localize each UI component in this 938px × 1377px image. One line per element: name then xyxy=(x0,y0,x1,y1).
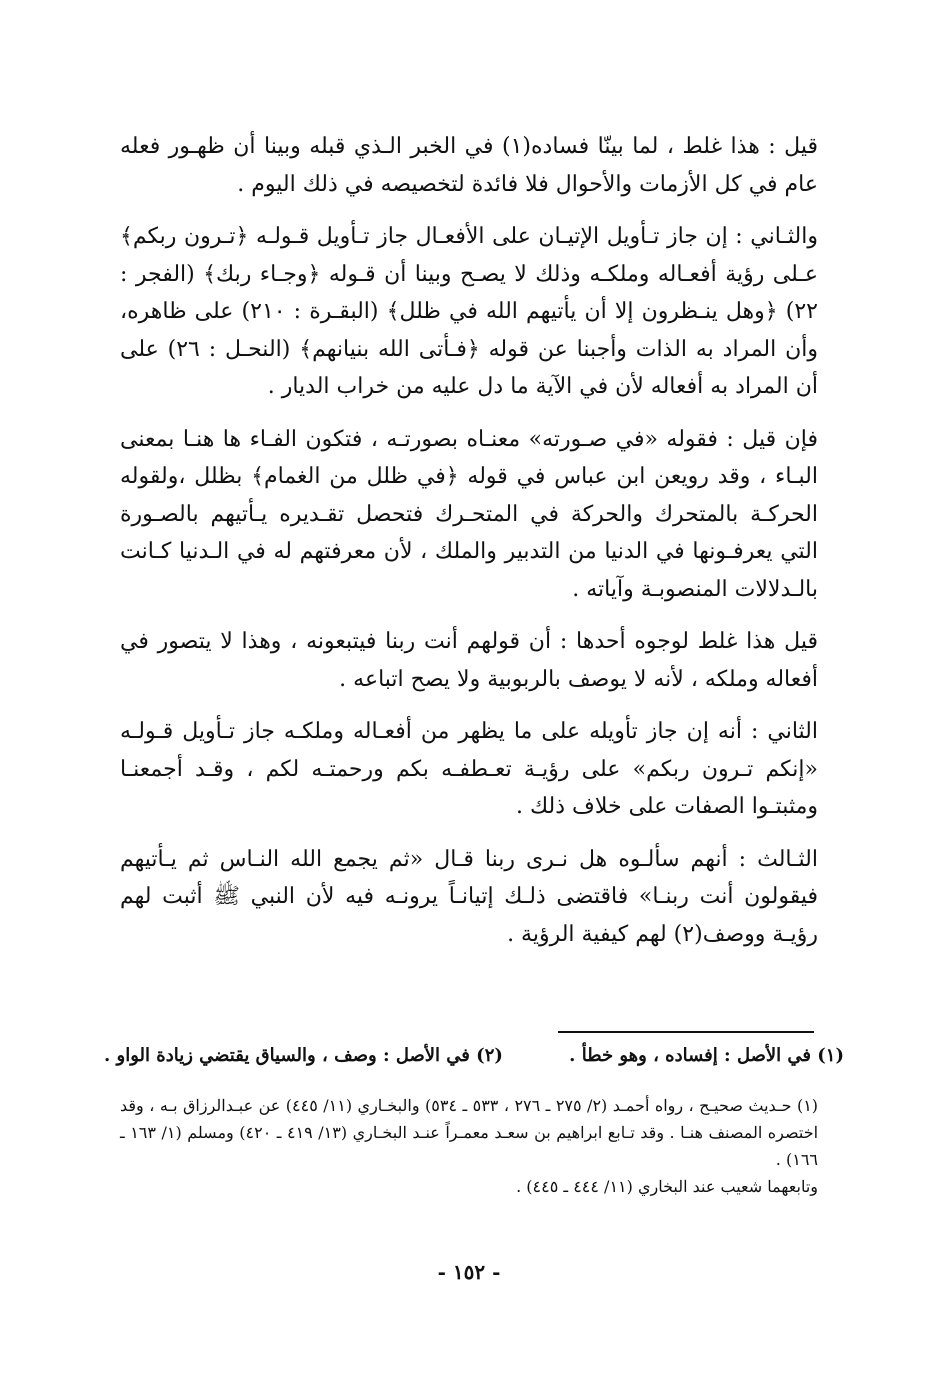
author-footnotes xyxy=(104,1043,844,1069)
author-footnote-1: (١) في الأصل : إفساده ، وهو خطأ . xyxy=(569,1045,844,1066)
author-footnote-2: (٢) في الأصل : وصف ، والسياق يقتضي زيادة الواو . xyxy=(104,1045,503,1066)
document-body xyxy=(120,128,818,968)
footnote-divider xyxy=(558,1031,814,1033)
editor-footnote-1: (١) حـديث صحيـح ، رواه أحمـد (٢/ ٢٧٥ ـ ٢٧٦ ، ٥٣٣ ـ ٥٣٤) والبخـاري (١١/ ٤٤٥) عن عبـدالرزاق بـه ، وقد اختصره المصنف هنـا . وقد تـابع ابراهيم بن سعـد معمـراً عنـد البخـاري (١٣/ ٤١٩ ـ ٤٢٠) ومسلم (١/ ١٦٣ ـ ١٦٦) . xyxy=(120,1096,819,1169)
page-number: - ١٥٢ - xyxy=(437,1260,501,1284)
paragraph-1: قيل : هذا غلط ، لما بينّا فساده(١) في الخبر الـذي قبله وبينا أن ظهـور فعله عام في كل الأزمات والأحوال فلا فائدة لتخصيصه في ذلك اليوم . xyxy=(120,134,818,197)
paragraph-2: والثـاني : إن جاز تـأويل الإتيـان على الأفعـال جاز تـأويل قـولـه ﴿تـرون ربكم﴾ عـلى رؤية أفعـاله وملكـه وذلك لا يصـح وبينا أن قـوله ﴿وجـاء ربك﴾ (الفجر : ٢٢) ﴿وهل ينـظرون إلا أن يأتيهم الله في ظلل﴾ (البقـرة : ٢١٠) على ظاهره، وأن المراد به الذات وأجبنا عن قوله ﴿فـأتى الله بنيانهم﴾ (النحـل : ٢٦) على أن المراد به أفعاله لأن في الآية ما دل عليه من خراب الديار . xyxy=(120,224,818,399)
paragraph-3: فإن قيل : فقوله «في صـورته» معنـاه بصورتـه ، فتكون الفـاء ها هنـا بمعنى البـاء ، وقد رويعن ابن عباس في قوله ﴿في ظلل من الغمام﴾ بظلل ،ولقوله الحركـة بالمتحرك والحركة في المتحـرك فتحصل تقـديره يـأتيهم بالصـورة التي يعرفـونها في الدنيا من التدبير والملك ، لأن معرفتهم له في الـدنيا كـانت بالـدلالات المنصوبـة وآياته . xyxy=(120,426,818,602)
editor-footnote-2: وتابعهما شعيب عند البخاري (١١/ ٤٤٤ ـ ٤٤٥) . xyxy=(516,1177,818,1196)
editor-footnotes xyxy=(120,1092,818,1200)
paragraph-5: الثاني : أنه إن جاز تأويله على ما يظهر من أفعـاله وملكـه جاز تـأويل قـولـه «إنكم تـرون ربكم» على رؤيـة تعـطفـه بكم ورحمتـه لكم ، وقـد أجمعنـا ومثبتـوا الصفات على خلاف ذلك . xyxy=(120,719,818,819)
paragraph-6: الثـالث : أنهم سألـوه هل نـرى ربنا قـال «ثم يجمع الله النـاس ثم يـأتيهم فيقولون أنت ربنـا» فاقتضى ذلـك إتيانـاً يرونـه فيه لأن النبي ﷺ أثبت لهم رؤيـة ووصف(٢) لهم كيفية الرؤية . xyxy=(120,846,818,947)
paragraph-4: قيل هذا غلط لوجوه أحدها : أن قولهم أنت ربنا فيتبعونه ، وهذا لا يتصور في أفعاله وملكه ، لأنه لا يوصف بالربوبية ولا يصح اتباعه . xyxy=(120,629,818,692)
